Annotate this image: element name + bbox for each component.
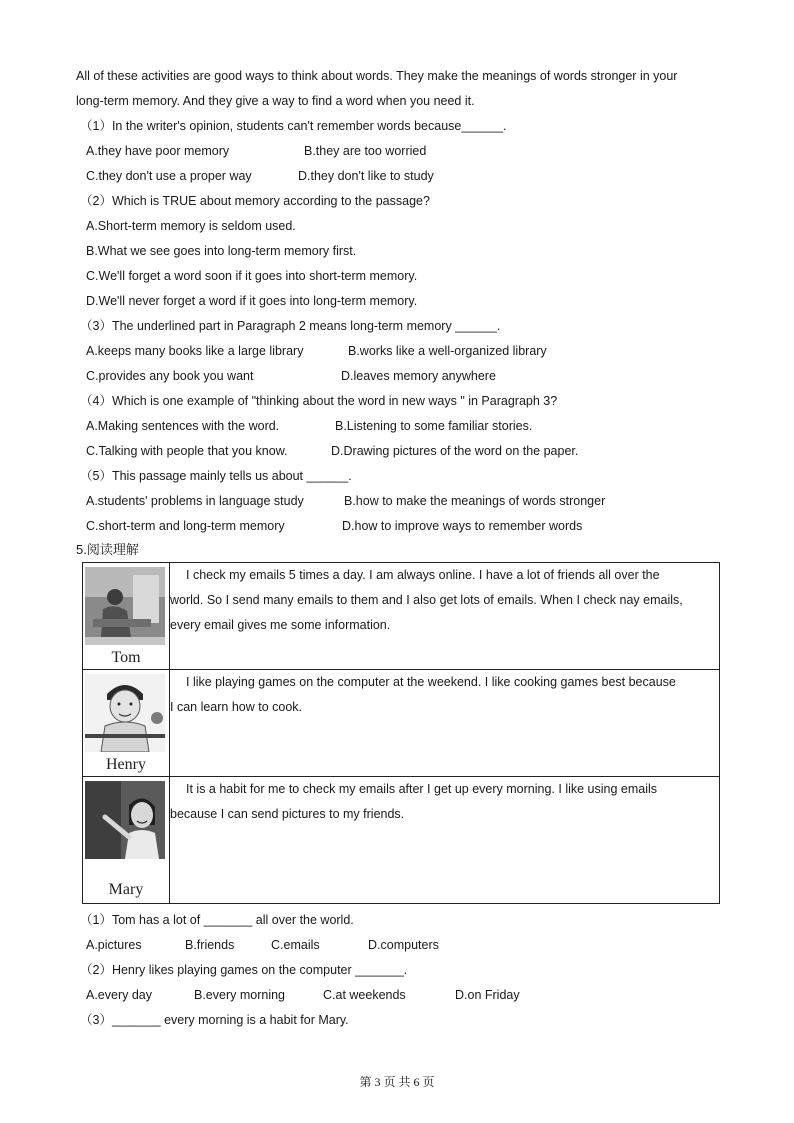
- q4-3-option-c: C.provides any book you want: [86, 369, 254, 383]
- q4-4-stem: （4）Which is one example of "thinking about the word in new ways " in Paragraph 3?: [80, 394, 558, 408]
- q4-4-option-b: B.Listening to some familiar stories.: [335, 419, 533, 433]
- q5-2-option-a: A.every day: [86, 988, 153, 1002]
- q5-2-option-b: B.every morning: [194, 988, 286, 1002]
- q4-5-option-d: D.how to improve ways to remember words: [342, 519, 583, 533]
- henry-text-line-2: I can learn how to cook.: [170, 700, 303, 714]
- henry-text-cell: [170, 670, 720, 777]
- reading-table: [82, 562, 720, 904]
- table-row-henry: [83, 670, 720, 777]
- mary-name: Mary: [108, 881, 144, 898]
- q4-5-stem: （5）This passage mainly tells us about ______.: [80, 469, 352, 483]
- q4-4-option-d: D.Drawing pictures of the word on the paper.: [331, 444, 579, 458]
- intro-line-1: All of these activities are good ways to think about words. They make the meanings of words stronger in your: [76, 69, 678, 83]
- table-row-mary: [83, 777, 720, 904]
- mary-photo: [85, 781, 165, 859]
- q4-2-option-c: C.We'll forget a word soon if it goes into short-term memory.: [86, 269, 418, 283]
- tom-text-cell: [170, 563, 720, 670]
- mary-text-cell: [170, 777, 720, 904]
- tom-text-line-2: world. So I send many emails to them and I also get lots of emails. When I check nay emails,: [170, 593, 683, 607]
- mary-text-line-2: because I can send pictures to my friends.: [170, 807, 405, 821]
- table-row-tom: [83, 563, 720, 670]
- tom-text-line-1: I check my emails 5 times a day. I am always online. I have a lot of friends all over the: [186, 568, 660, 582]
- q5-1-option-a: A.pictures: [86, 938, 142, 952]
- q4-3-option-a: A.keeps many books like a large library: [86, 344, 304, 358]
- q5-1-stem: （1）Tom has a lot of _______ all over the world.: [80, 913, 354, 927]
- q4-5-option-a: A.students' problems in language study: [86, 494, 304, 508]
- q4-5-option-b: B.how to make the meanings of words stronger: [344, 494, 606, 508]
- q5-2-stem: （2）Henry likes playing games on the computer _______.: [80, 963, 408, 977]
- q4-2-stem: （2）Which is TRUE about memory according to the passage?: [80, 194, 430, 208]
- tom-name: Tom: [111, 649, 141, 666]
- photo-cell-tom: [83, 563, 170, 670]
- tom-photo: [85, 567, 165, 645]
- q5-1-option-c: C.emails: [271, 938, 320, 952]
- q4-1-option-a: A.they have poor memory: [86, 144, 230, 158]
- q5-3-stem: （3）_______ every morning is a habit for Mary.: [80, 1013, 349, 1027]
- q4-3-option-b: B.works like a well-organized library: [348, 344, 547, 358]
- henry-photo: [85, 674, 165, 752]
- q4-1-option-c: C.they don't use a proper way: [86, 169, 252, 183]
- q4-2-option-b: B.What we see goes into long-term memory first.: [86, 244, 357, 258]
- tom-text-line-3: every email gives me some information.: [170, 618, 391, 632]
- photo-cell-mary: [83, 777, 170, 904]
- q4-1-stem: （1）In the writer's opinion, students can't remember words because______.: [80, 119, 507, 133]
- q4-1-option-d: D.they don't like to study: [298, 169, 434, 183]
- intro-line-2: long-term memory. And they give a way to find a word when you need it.: [76, 94, 475, 108]
- q5-2-option-c: C.at weekends: [323, 988, 406, 1002]
- q4-4-option-a: A.Making sentences with the word.: [86, 419, 280, 433]
- section-title: 5.阅读理解: [76, 542, 139, 557]
- q4-2-option-d: D.We'll never forget a word if it goes into long-term memory.: [86, 294, 418, 308]
- q4-2-option-a: A.Short-term memory is seldom used.: [86, 219, 296, 233]
- q4-3-option-d: D.leaves memory anywhere: [341, 369, 496, 383]
- q5-1-option-d: D.computers: [368, 938, 439, 952]
- photo-cell-henry: [83, 670, 170, 777]
- mary-text-line-1: It is a habit for me to check my emails after I get up every morning. I like using emails: [186, 782, 658, 796]
- q4-5-option-c: C.short-term and long-term memory: [86, 519, 285, 533]
- henry-text-line-1: I like playing games on the computer at the weekend. I like cooking games best because: [186, 675, 676, 689]
- q5-1-option-b: B.friends: [185, 938, 235, 952]
- q4-1-option-b: B.they are too worried: [304, 144, 427, 158]
- q5-2-option-d: D.on Friday: [455, 988, 520, 1002]
- q4-3-stem: （3）The underlined part in Paragraph 2 means long-term memory ______.: [80, 319, 501, 333]
- q4-4-option-c: C.Talking with people that you know.: [86, 444, 288, 458]
- henry-name: Henry: [106, 756, 146, 773]
- page-footer: 第 3 页 共 6 页: [359, 1075, 435, 1089]
